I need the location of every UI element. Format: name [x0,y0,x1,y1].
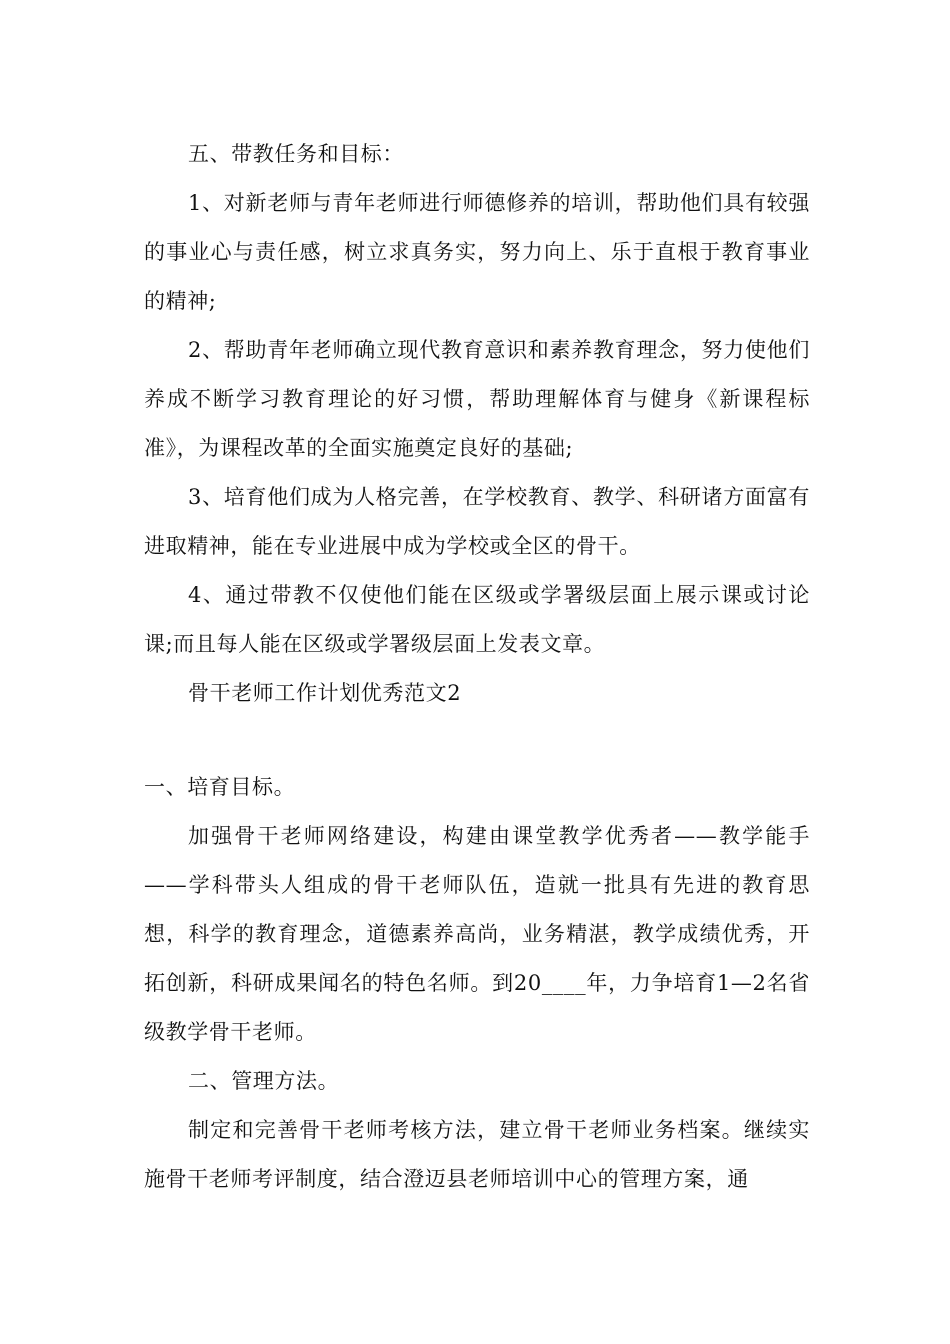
section-heading-5: 五、带教任务和目标： [188,142,404,166]
document-body [144,130,810,1204]
blank-gap [144,718,810,763]
paragraph-item-4: 4、通过带教不仅使他们能在区级或学署级层面上展示课或讨论课;而且每人能在区级或学署级层面上发表文章。 [144,583,810,656]
paragraph-goal: 加强骨干老师网络建设，构建由课堂教学优秀者——教学能手——学科带头人组成的骨干老师队伍，造就一批具有先进的教育思想，科学的教育理念，道德素养高尚，业务精湛，教学成绩优秀，开拓创新，科研成果闻名的特色名师。到20____年，力争培育1—2名省级教学骨干老师。 [144,824,810,1044]
document-subtitle: 骨干老师工作计划优秀范文2 [188,681,462,705]
paragraph-item-2: 2、帮助青年老师确立现代教育意识和素养教育理念，努力使他们养成不断学习教育理论的好习惯，帮助理解体育与健身《新课程标准》，为课程改革的全面实施奠定良好的基础; [144,338,810,460]
section-heading-2: 二、管理方法。 [188,1069,340,1093]
paragraph-item-3: 3、培育他们成为人格完善，在学校教育、教学、科研诸方面富有进取精神，能在专业进展中成为学校或全区的骨干。 [144,485,810,558]
paragraph-item-1: 1、对新老师与青年老师进行师德修养的培训，帮助他们具有较强的事业心与责任感，树立求真务实，努力向上、乐于直根于教育事业的精神; [144,191,810,313]
section-heading-1: 一、培育目标。 [144,775,296,799]
paragraph-management: 制定和完善骨干老师考核方法，建立骨干老师业务档案。继续实施骨干老师考评制度，结合澄迈县老师培训中心的管理方案，通 [144,1118,810,1191]
